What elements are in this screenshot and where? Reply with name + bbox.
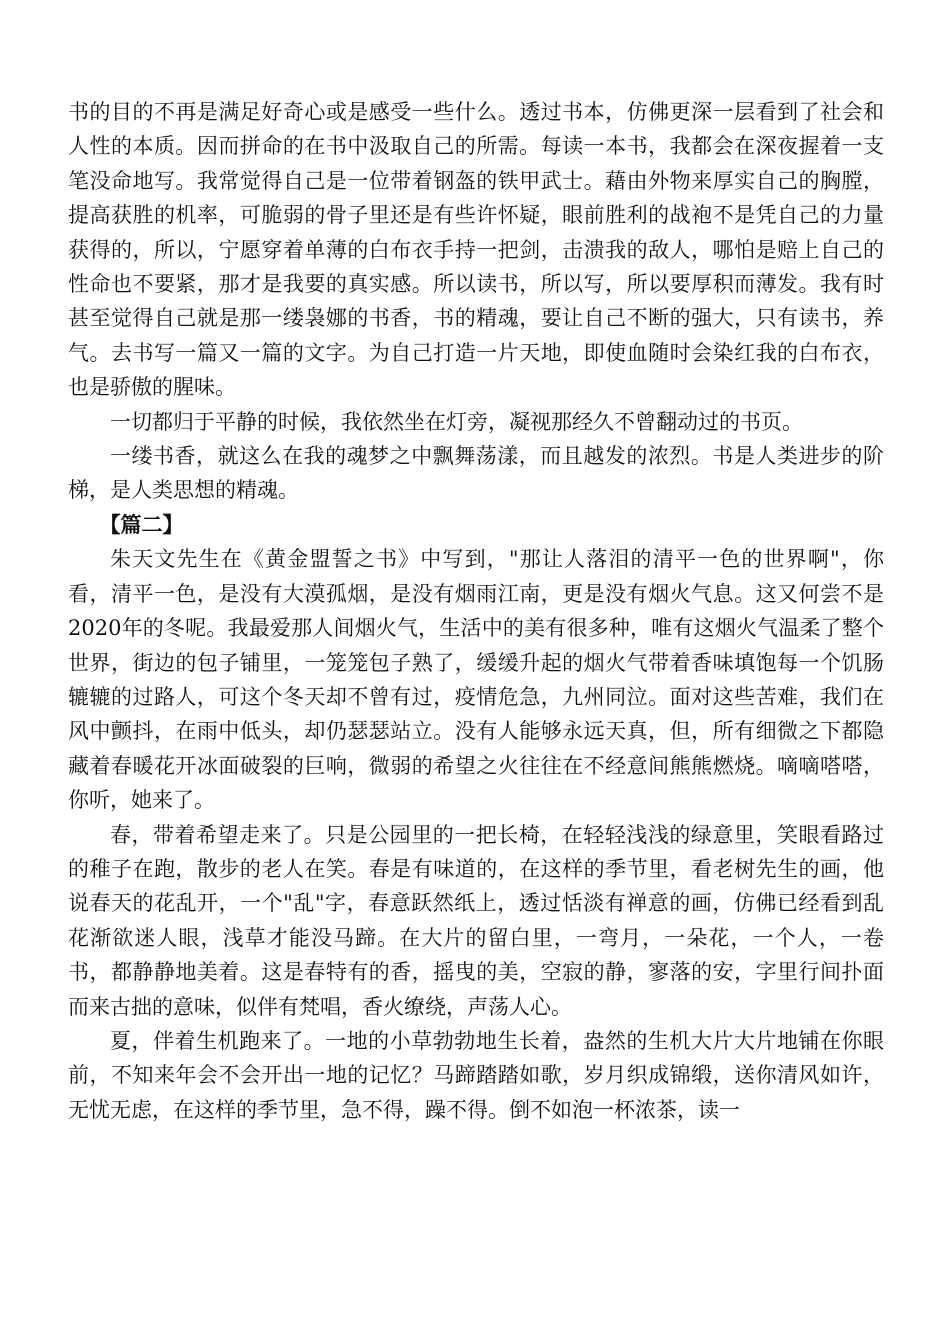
paragraph: 一切都归于平静的时候，我依然坐在灯旁，凝视那经久不曾翻动过的书页。 xyxy=(110,409,803,434)
section-heading: 【篇二】 xyxy=(99,511,184,537)
paragraph: 朱天文先生在《黄金盟誓之书》中写到，"那让人落泪的清平一色的世界啊"，你看，清平一色，是没有大漠孤烟，是没有烟雨江南，更是没有烟火气息。这又何尝不是2020年的冬呢。我最爱那人间烟火气，生活中的美有很多种，唯有这烟火气温柔了整个世界，街边的包子铺里，一笼笼包子熟了，缓缓升起的烟火气带着香味填饱每一个饥肠辘辘的过路人，可这个冬天却不曾有过，疫情危急，九州同泣。面对这些苦难，我们在风中颤抖，在雨中低头，却仍瑟瑟站立。没有人能够永远天真，但，所有细微之下都隐藏着春暖花开冰面破裂的巨响，微弱的希望之火往往在不经意间熊熊燃烧。嘀嘀嗒嗒，你听，她来了。 xyxy=(68,547,884,813)
paragraph: 春，带着希望走来了。只是公园里的一把长椅，在轻轻浅浅的绿意里，笑眼看路过的稚子在跑，散步的老人在笑。春是有味道的，在这样的季节里，看老树先生的画，他说春天的花乱开，一个"乱"字，春意跃然纸上，透过恬淡有禅意的画，仿佛已经看到乱花渐欲迷人眼，浅草才能没马蹄。在大片的留白里，一弯月，一朵花，一个人，一卷书，都静静地美着。这是春特有的香，摇曳的美，空寂的静，寥落的安，字里行间扑面而来古拙的意味，似伴有梵唱，香火缭绕，声荡人心。 xyxy=(68,822,884,1019)
paragraph: 一缕书香，就这么在我的魂梦之中飘舞荡漾，而且越发的浓烈。书是人类进步的阶梯，是人类思想的精魂。 xyxy=(68,444,884,503)
paragraph: 夏，伴着生机跑来了。一地的小草勃勃地生长着，盎然的生机大片大片地铺在你眼前，不知来年会不会开出一地的记忆？马蹄踏踏如歌，岁月织成锦缎，送你清风如许，无忧无虑，在这样的季节里，急不得，躁不得。倒不如泡一杯浓茶，读一 xyxy=(68,1028,884,1122)
essay-text xyxy=(68,95,884,1127)
paragraph-continuation: 书的目的不再是满足好奇心或是感受一些什么。透过书本，仿佛更深一层看到了社会和人性的本质。因而拼命的在书中汲取自己的所需。每读一本书，我都会在深夜握着一支笔没命地写。我常觉得自己是一位带着钢盔的铁甲武士。藉由外物来厚实自己的胸膛，提高获胜的机率，可脆弱的骨子里还是有些许怀疑，眼前胜利的战袍不是凭自己的力量获得的，所以，宁愿穿着单薄的白布衣手持一把剑，击溃我的敌人，哪怕是赔上自己的性命也不要紧，那才是我要的真实感。所以读书，所以写，所以要厚积而薄发。我有时甚至觉得自己就是那一缕袅娜的书香，书的精魂，要让自己不断的强大，只有读书，养气。去书写一篇又一篇的文字。为自己打造一片天地，即使血随时会染红我的白布衣，也是骄傲的腥味。 xyxy=(68,100,884,400)
